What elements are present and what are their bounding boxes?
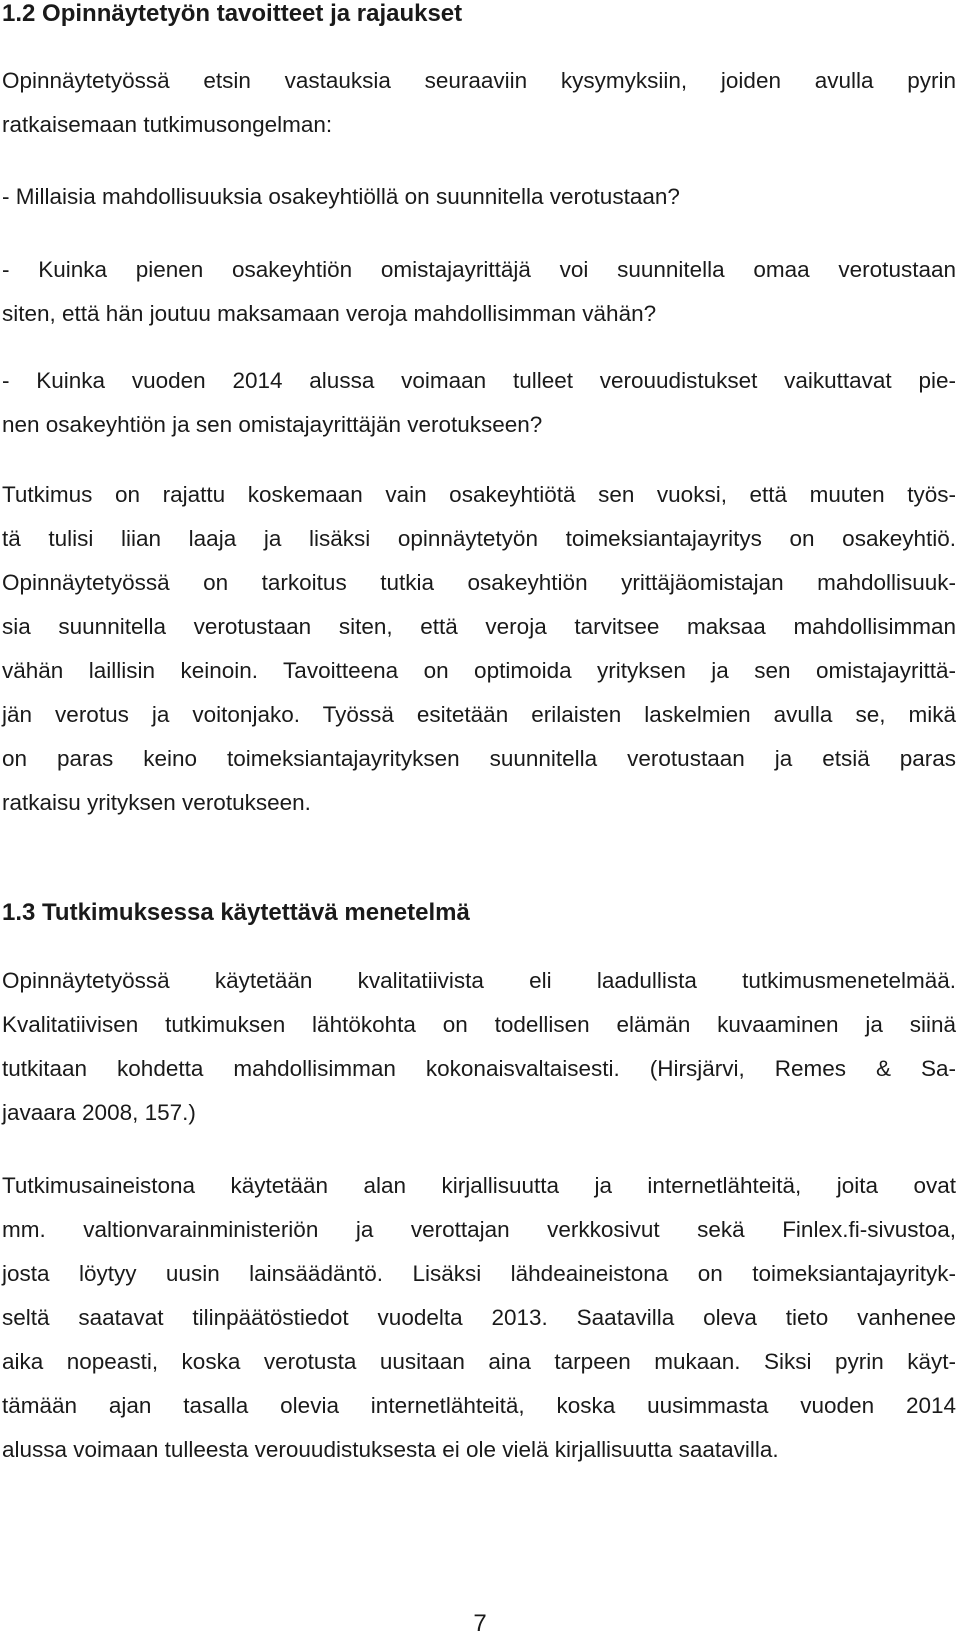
text-line: Tutkimus on rajattu koskemaan vain osakeyhtiötä sen vuoksi, että muuten työs- bbox=[2, 482, 956, 507]
question-1 bbox=[2, 175, 956, 219]
text-line: ratkaisu yrityksen verotukseen. bbox=[2, 790, 311, 815]
text-line: jän verotus ja voitonjako. Työssä esitetään erilaisten laskelmien avulla se, mikä bbox=[2, 702, 956, 727]
page-number: 7 bbox=[473, 1610, 487, 1637]
text-line: vähän laillisin keinoin. Tavoitteena on optimoida yrityksen ja sen omistajayrittä- bbox=[2, 658, 956, 683]
text-line: Opinnäytetyössä on tarkoitus tutkia osakeyhtiön yrittäjäomistajan mahdollisuuk- bbox=[2, 570, 956, 595]
text-line: mm. valtionvarainministeriön ja verottajan verkkosivut sekä Finlex.fi-sivustoa, bbox=[2, 1217, 956, 1242]
question-3 bbox=[2, 359, 956, 447]
text-line: - Kuinka pienen osakeyhtiön omistajayrittäjä voi suunnitella omaa verotustaan bbox=[2, 257, 956, 282]
intro-paragraph bbox=[2, 59, 956, 147]
text-line: josta löytyy uusin lainsäädäntö. Lisäksi lähdeaineistona on toimeksiantajayrityk- bbox=[2, 1261, 956, 1286]
text-line: on paras keino toimeksiantajayrityksen suunnitella verotustaan ja etsiä paras bbox=[2, 746, 956, 771]
text-line: nen osakeyhtiön ja sen omistajayrittäjän verotukseen? bbox=[2, 412, 543, 437]
text-line: tä tulisi liian laaja ja lisäksi opinnäytetyön toimeksiantajayritys on osakeyhtiö. bbox=[2, 526, 956, 551]
material-paragraph bbox=[2, 1164, 956, 1472]
text-line: Tutkimusaineistona käytetään alan kirjallisuutta ja internetlähteitä, joita ovat bbox=[2, 1173, 956, 1198]
text-line: sia suunnitella verotustaan siten, että veroja tarvitsee maksaa mahdollisimman bbox=[2, 614, 956, 639]
text-line: Opinnäytetyössä käytetään kvalitatiivista eli laadullista tutkimusmenetelmää. bbox=[2, 968, 956, 993]
method-paragraph bbox=[2, 959, 956, 1135]
text-line: javaara 2008, 157.) bbox=[2, 1100, 196, 1125]
text-line: - Kuinka vuoden 2014 alussa voimaan tulleet verouudistukset vaikuttavat pie- bbox=[2, 368, 956, 393]
text-line: - Millaisia mahdollisuuksia osakeyhtiöllä on suunnitella verotustaan? bbox=[2, 184, 680, 209]
section-heading-1-3: 1.3 Tutkimuksessa käytettävä menetelmä bbox=[2, 899, 470, 926]
text-line: alussa voimaan tulleesta verouudistuksesta ei ole vielä kirjallisuutta saatavilla. bbox=[2, 1437, 779, 1462]
question-2 bbox=[2, 248, 956, 336]
text-line: Kvalitatiivisen tutkimuksen lähtökohta on todellisen elämän kuvaaminen ja siinä bbox=[2, 1012, 956, 1037]
scope-paragraph bbox=[2, 473, 956, 825]
text-line: ratkaisemaan tutkimusongelman: bbox=[2, 112, 333, 137]
text-line: Opinnäytetyössä etsin vastauksia seuraaviin kysymyksiin, joiden avulla pyrin bbox=[2, 68, 956, 93]
text-line: seltä saatavat tilinpäätöstiedot vuodelta 2013. Saatavilla oleva tieto vanhenee bbox=[2, 1305, 956, 1330]
text-line: aika nopeasti, koska verotusta uusitaan aina tarpeen mukaan. Siksi pyrin käyt- bbox=[2, 1349, 956, 1374]
text-line: siten, että hän joutuu maksamaan veroja mahdollisimman vähän? bbox=[2, 301, 657, 326]
text-line: tutkitaan kohdetta mahdollisimman kokonaisvaltaisesti. (Hirsjärvi, Remes & Sa- bbox=[2, 1056, 956, 1081]
section-heading-1-2: 1.2 Opinnäytetyön tavoitteet ja rajaukset bbox=[2, 0, 463, 27]
text-line: tämään ajan tasalla olevia internetlähteitä, koska uusimmasta vuoden 2014 bbox=[2, 1393, 956, 1418]
